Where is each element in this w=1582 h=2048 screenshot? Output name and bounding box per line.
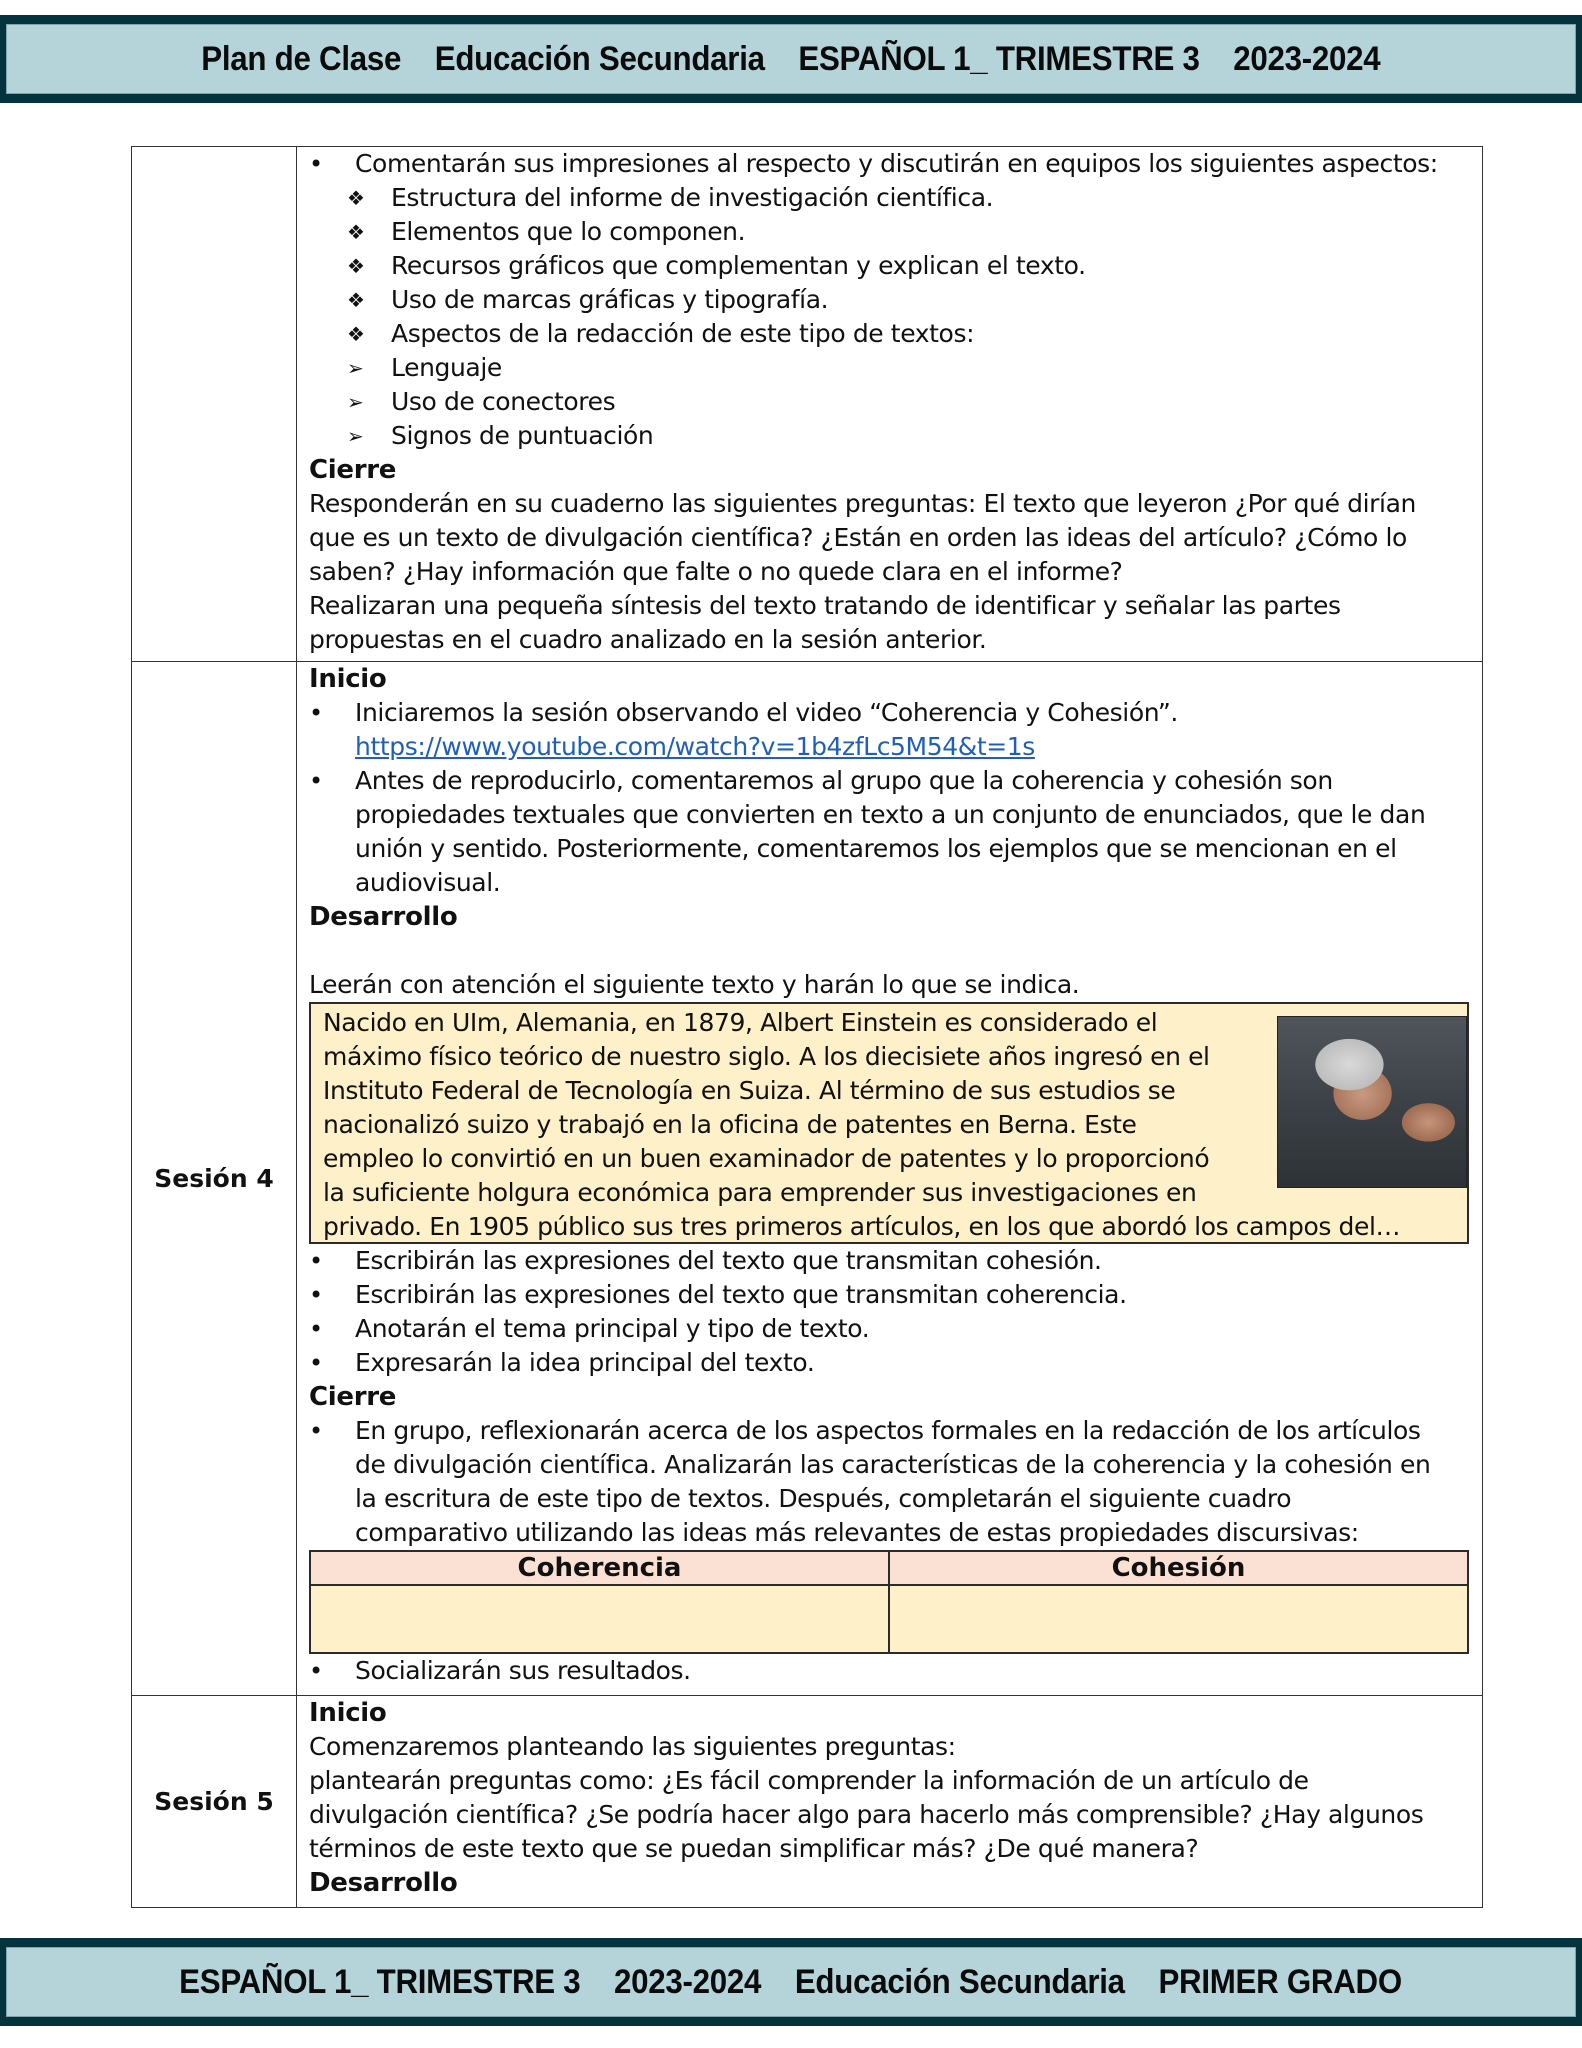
- aspect-text: Aspectos de la redacción de este tipo de textos:: [391, 319, 975, 348]
- session-5-text-line: divulgación científica? ¿Se podría hacer algo para hacerlo más comprensible? ¿Hay algunos: [309, 1800, 1424, 1829]
- header-banner: [0, 15, 1582, 103]
- list-item-continuation: unión y sentido. Posteriormente, comentaremos los ejemplos que se mencionan en el: [355, 834, 1397, 863]
- diamond-bullet-icon: ❖: [347, 254, 365, 278]
- session-content-cell: [297, 147, 1482, 661]
- reading-text-box: [309, 1002, 1469, 1244]
- footer-title: ESPAÑOL 1_ TRIMESTRE 3 2023-2024 Educación Secundaria PRIMER GRADO: [179, 1962, 1403, 2001]
- task-item: • Escribirán las expresiones del texto que transmitan coherencia.: [309, 1278, 1472, 1312]
- footer-banner-inner: [6, 1947, 1576, 2017]
- aspect-item: [309, 419, 1472, 453]
- session-content-cell: [297, 1696, 1482, 1907]
- arrow-bullet-icon: ➢: [347, 356, 364, 380]
- diamond-bullet-icon: ❖: [347, 186, 365, 210]
- desarrollo-intro: Leerán con atención el siguiente texto y harán lo que se indica.: [309, 970, 1080, 999]
- session-5-text-line: Comenzaremos planteando las siguientes preguntas:: [309, 1732, 956, 1761]
- session-5-text-line: plantearán preguntas como: ¿Es fácil comprender la información de un artículo de: [309, 1766, 1309, 1795]
- spacer: [309, 934, 1472, 968]
- list-item: • Iniciaremos la sesión observando el video “Coherencia y Cohesión”.: [309, 696, 1472, 730]
- reading-line: privado. En 1905 público sus tres primeros artículos, en los que abordó los campos del…: [323, 1212, 1401, 1241]
- aspect-item: [309, 249, 1472, 283]
- cierre-text-line: que es un texto de divulgación científica? ¿Están en orden las ideas del artículo? ¿Cómo lo: [309, 523, 1407, 552]
- coherencia-cell[interactable]: [310, 1585, 889, 1653]
- reading-line: la suficiente holgura económica para emprender sus investigaciones en: [323, 1178, 1197, 1207]
- header-title: Plan de Clase Educación Secundaria ESPAÑOL 1_ TRIMESTRE 3 2023-2024: [201, 39, 1381, 78]
- column-header-coherencia: Coherencia: [310, 1551, 889, 1585]
- row-session-5: [132, 1695, 1482, 1907]
- arrow-bullet-icon: ➢: [347, 390, 364, 414]
- cierre-text-line: propuestas en el cuadro analizado en la sesión anterior.: [309, 625, 987, 654]
- reading-line: máximo físico teórico de nuestro siglo. A los diecisiete años ingresó en el: [323, 1042, 1210, 1071]
- desarrollo-heading: Desarrollo: [309, 902, 458, 932]
- comparison-header-row: [310, 1551, 1468, 1585]
- cierre-text-line: saben? ¿Hay información que falte o no quede clara en el informe?: [309, 557, 1123, 586]
- list-item-continuation: la escritura de este tipo de textos. Después, completarán el siguiente cuadro: [355, 1484, 1292, 1513]
- aspect-text: Lenguaje: [391, 353, 502, 382]
- aspect-text: Recursos gráficos que complementan y explican el texto.: [391, 251, 1086, 280]
- aspect-text: Estructura del informe de investigación científica.: [391, 183, 994, 212]
- session-label-cell: [132, 662, 297, 1695]
- task-item: • Expresarán la idea principal del texto.: [309, 1346, 1472, 1380]
- aspect-item: [309, 317, 1472, 351]
- aspect-item: [309, 215, 1472, 249]
- session-4-label: Sesión 4: [154, 1164, 274, 1193]
- diamond-bullet-icon: ❖: [347, 288, 365, 312]
- task-item: • Escribirán las expresiones del texto que transmitan cohesión.: [309, 1244, 1472, 1278]
- aspect-item: [309, 385, 1472, 419]
- task-item: • Anotarán el tema principal y tipo de texto.: [309, 1312, 1472, 1346]
- inicio-heading: Inicio: [309, 664, 387, 694]
- session-5-text-line: términos de este texto que se puedan simplificar más? ¿De qué manera?: [309, 1834, 1199, 1863]
- header-banner-inner: [6, 24, 1576, 94]
- desarrollo-heading: Desarrollo: [309, 1868, 458, 1898]
- cierre-heading: Cierre: [309, 1382, 397, 1412]
- list-item-continuation: de divulgación científica. Analizarán las características de la coherencia y la cohesión en: [355, 1450, 1431, 1479]
- aspect-text: Uso de conectores: [391, 387, 616, 416]
- video-link-line: [309, 730, 1472, 764]
- inicio-heading: Inicio: [309, 1698, 387, 1728]
- cierre-text-line: Realizaran una pequeña síntesis del texto tratando de identificar y señalar las partes: [309, 591, 1341, 620]
- list-item-continuation: propiedades textuales que convierten en texto a un conjunto de enunciados, que le dan: [355, 800, 1426, 829]
- session-5-label: Sesión 5: [154, 1787, 274, 1816]
- aspect-text: Signos de puntuación: [391, 421, 654, 450]
- list-item: • Antes de reproducirlo, comentaremos al grupo que la coherencia y cohesión son: [309, 764, 1472, 798]
- arrow-bullet-icon: ➢: [347, 424, 364, 448]
- session-content-cell: [297, 662, 1482, 1695]
- cierre-heading: Cierre: [309, 455, 397, 485]
- comparison-row: [310, 1585, 1468, 1653]
- cohesion-cell[interactable]: [889, 1585, 1468, 1653]
- row-session-4: [132, 661, 1482, 1695]
- list-item: • Comentarán sus impresiones al respecto y discutirán en equipos los siguientes aspectos:: [309, 147, 1472, 181]
- row-continued-session: [132, 147, 1482, 661]
- aspect-item: [309, 351, 1472, 385]
- comparison-table: [309, 1550, 1469, 1654]
- aspect-item: [309, 283, 1472, 317]
- list-item-continuation: audiovisual.: [355, 868, 501, 897]
- einstein-portrait-image: [1277, 1016, 1467, 1188]
- diamond-bullet-icon: ❖: [347, 220, 365, 244]
- diamond-bullet-icon: ❖: [347, 322, 365, 346]
- footer-banner: [0, 1938, 1582, 2026]
- cierre-text-line: Responderán en su cuaderno las siguientes preguntas: El texto que leyeron ¿Por qué dirían: [309, 489, 1416, 518]
- list-item: • Socializarán sus resultados.: [309, 1654, 1472, 1688]
- list-item: • En grupo, reflexionarán acerca de los aspectos formales en la redacción de los artículos: [309, 1414, 1472, 1448]
- aspect-item: [309, 181, 1472, 215]
- video-link[interactable]: https://www.youtube.com/watch?v=1b4zfLc5M54&t=1s: [355, 732, 1035, 761]
- aspect-text: Uso de marcas gráficas y tipografía.: [391, 285, 829, 314]
- column-header-cohesion: Cohesión: [889, 1551, 1468, 1585]
- reading-line: empleo lo convirtió en un buen examinador de patentes y lo proporcionó: [323, 1144, 1210, 1173]
- session-label-cell: [132, 147, 297, 661]
- session-label-cell: [132, 1696, 297, 1907]
- aspect-text: Elementos que lo componen.: [391, 217, 746, 246]
- reading-line: nacionalizó suizo y trabajó en la oficina de patentes en Berna. Este: [323, 1110, 1137, 1139]
- lesson-plan-table: [131, 146, 1483, 1908]
- reading-line: Instituto Federal de Tecnología en Suiza. Al término de sus estudios se: [323, 1076, 1176, 1105]
- list-item-continuation: comparativo utilizando las ideas más relevantes de estas propiedades discursivas:: [355, 1518, 1359, 1547]
- reading-line: Nacido en UIm, Alemania, en 1879, Albert Einstein es considerado el: [323, 1008, 1158, 1037]
